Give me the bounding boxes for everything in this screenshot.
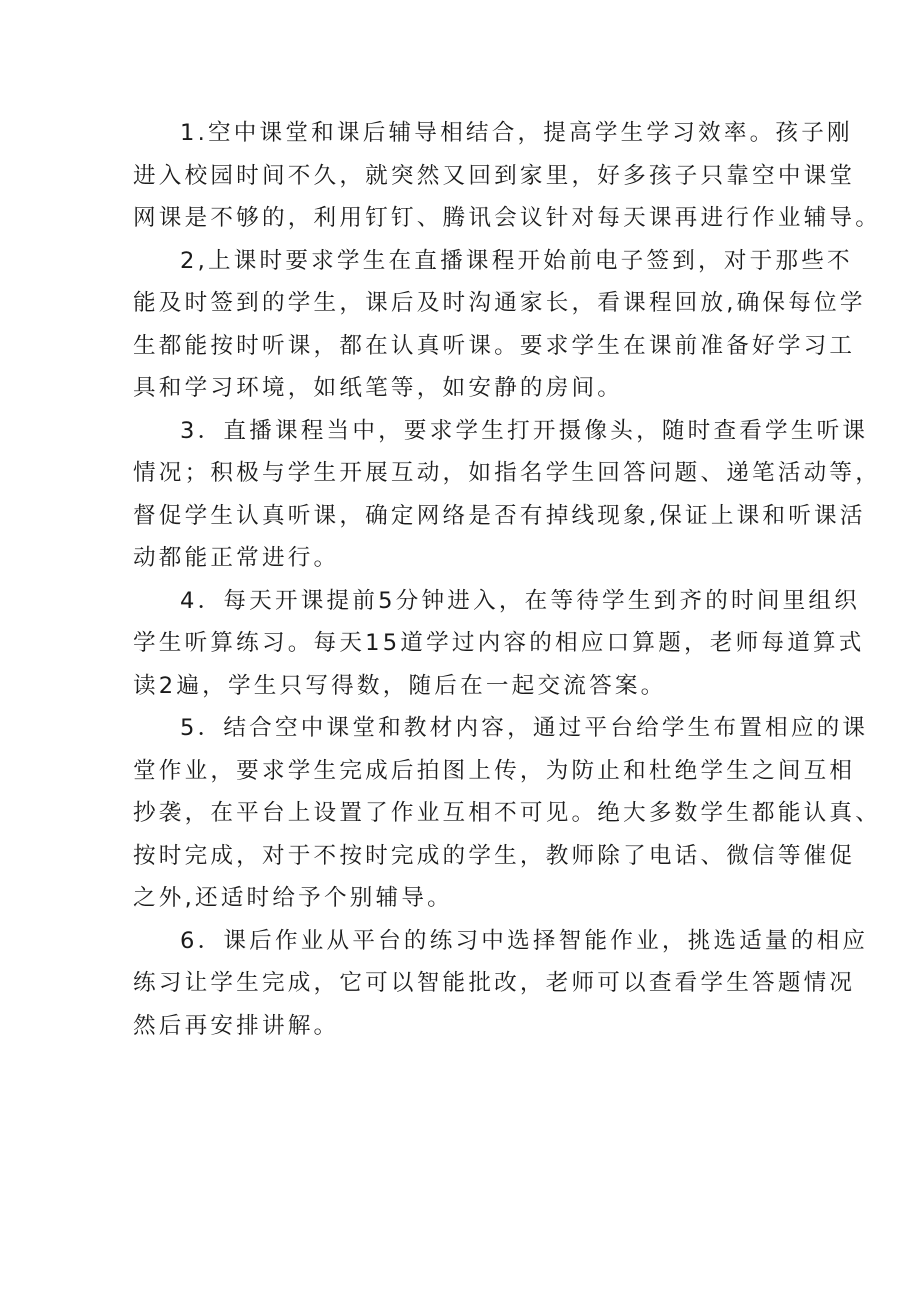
paragraph-line: 然后再安排讲解。 xyxy=(133,1012,340,1039)
paragraph-line: 网课是不够的，利用钉钉、腾讯会议针对每天课再进行作业辅导。 xyxy=(133,205,882,231)
paragraph-line: 练习让学生完成，它可以智能批改，老师可以查看学生答题情况 xyxy=(133,970,856,996)
paragraph-line: 具和学习环境，如纸笔等，如安静的房间。 xyxy=(133,375,624,401)
paragraph-line: 3．直播课程当中，要求学生打开摄像头，随时查看学生听课 xyxy=(180,417,869,444)
paragraph-4 xyxy=(133,580,865,708)
paragraph-line: 堂作业，要求学生完成后拍图上传，为防止和杜绝学生之间互相 xyxy=(133,757,856,784)
paragraph-line: 学生听算练习。每天15道学过内容的相应口算题，老师每道算式 xyxy=(133,630,865,656)
paragraph-1 xyxy=(133,112,882,240)
paragraph-line: 生都能按时听课，都在认真听课。要求学生在课前准备好学习工 xyxy=(133,332,856,359)
paragraph-line: 按时完成，对于不按时完成的学生，教师除了电话、微信等催促 xyxy=(133,842,856,869)
paragraph-line: 4．每天开课提前5分钟进入，在等待学生到齐的时间里组织 xyxy=(180,587,860,614)
document-page xyxy=(133,112,882,1047)
paragraph-line: 动都能正常进行。 xyxy=(133,545,340,571)
paragraph-3 xyxy=(133,410,882,580)
paragraph-5 xyxy=(133,707,882,920)
paragraph-line: 2,上课时要求学生在直播课程开始前电子签到，对于那些不 xyxy=(180,247,853,274)
paragraph-line: 抄袭，在平台上设置了作业互相不可见。绝大多数学生都能认真、 xyxy=(133,800,882,826)
paragraph-line: 1.空中课堂和课后辅导相结合，提高学生学习效率。孩子刚 xyxy=(180,120,853,146)
paragraph-line: 之外,还适时给予个别辅导。 xyxy=(133,885,453,911)
paragraph-line: 5．结合空中课堂和教材内容，通过平台给学生布置相应的课 xyxy=(180,715,869,741)
paragraph-line: 情况；积极与学生开展互动，如指名学生回答问题、递笔活动等， xyxy=(133,460,882,486)
paragraph-line: 督促学生认真听课，确定网络是否有掉线现象,保证上课和听课活 xyxy=(133,502,866,529)
paragraph-6 xyxy=(133,920,869,1048)
paragraph-2 xyxy=(133,240,866,410)
paragraph-line: 进入校园时间不久，就突然又回到家里，好多孩子只靠空中课堂 xyxy=(133,162,856,189)
paragraph-line: 能及时签到的学生，课后及时沟通家长，看课程回放,确保每位学 xyxy=(133,290,866,316)
paragraph-line: 读2遍，学生只写得数，随后在一起交流答案。 xyxy=(133,672,667,699)
paragraph-line: 6．课后作业从平台的练习中选择智能作业，挑选适量的相应 xyxy=(180,927,869,954)
